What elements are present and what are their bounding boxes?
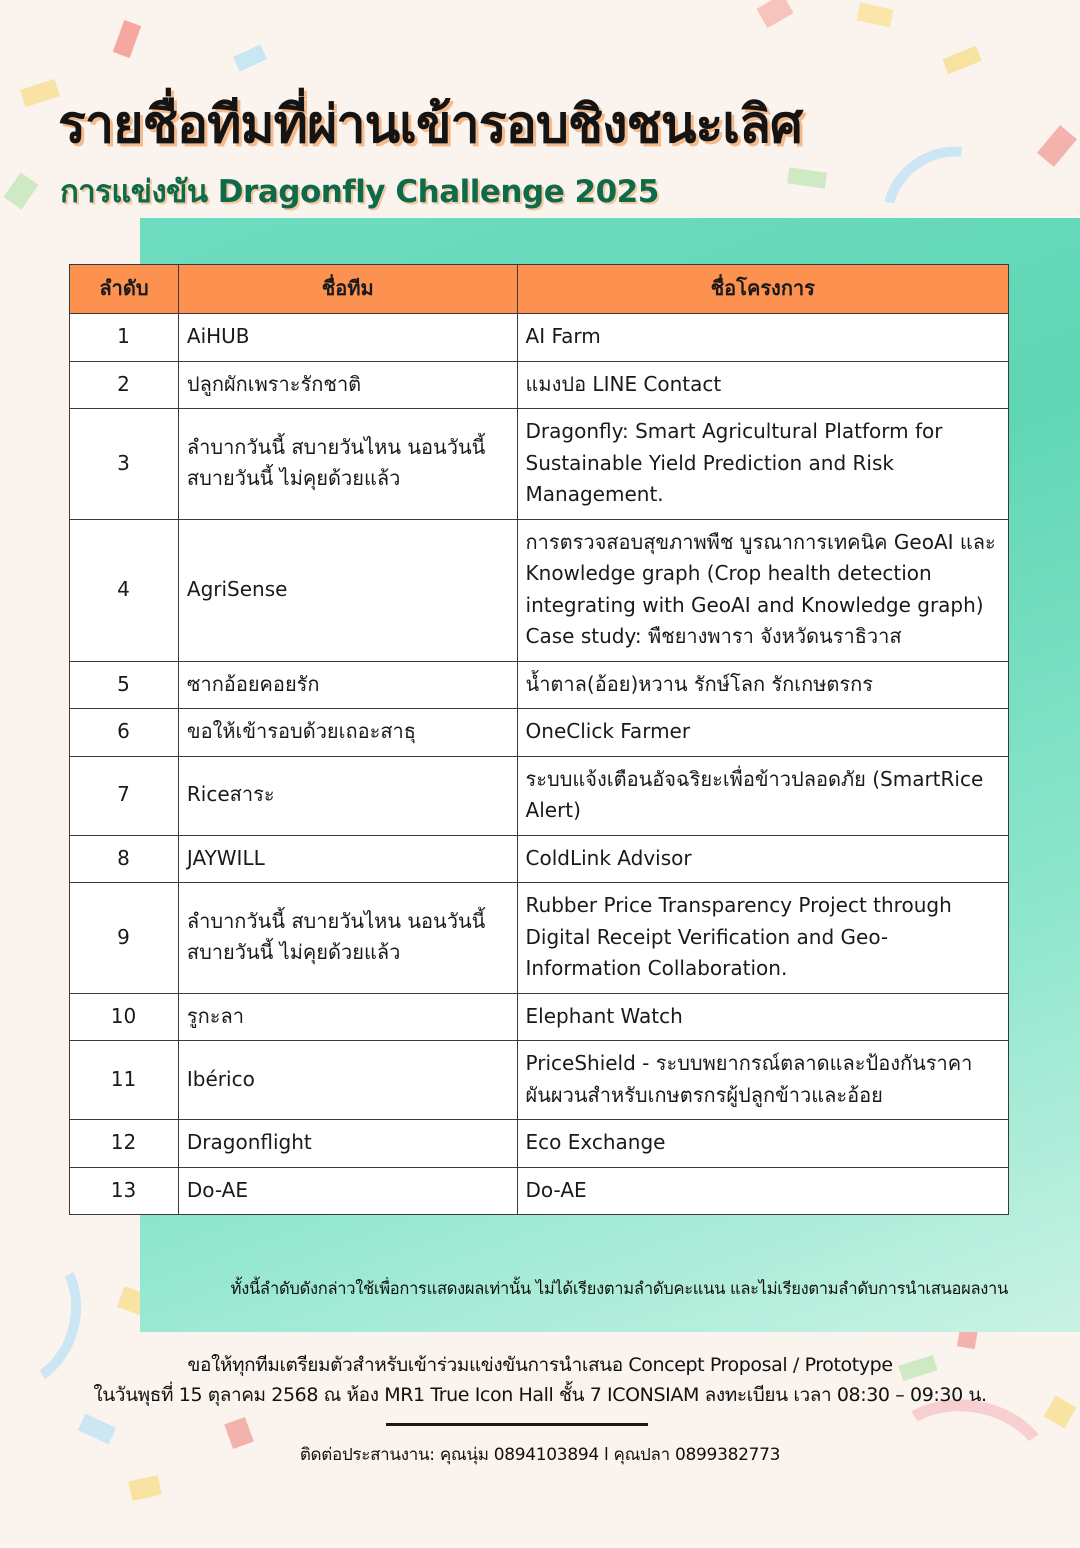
project-name-cell: Eco Exchange <box>517 1120 1008 1168</box>
page-title: รายชื่อทีมที่ผ่านเข้ารอบชิงชนะเลิศ <box>58 95 802 155</box>
project-name-cell: AI Farm <box>517 314 1008 362</box>
confetti-decoration <box>78 1414 116 1445</box>
project-name-cell: การตรวจสอบสุขภาพพืช บูรณาการเทคนิค GeoAI และ Knowledge graph (Crop health detection integrating with GeoAI and Knowledge graph) Case study: พืชยางพารา จังหวัดนราธิวาส <box>517 519 1008 661</box>
project-name-cell: แมงปอ LINE Contact <box>517 361 1008 409</box>
confetti-decoration <box>787 167 827 188</box>
table-row <box>70 314 1009 362</box>
column-header-project: ชื่อโครงการ <box>517 265 1008 314</box>
confetti-decoration <box>128 1475 162 1501</box>
confetti-decoration <box>113 20 142 58</box>
divider-line <box>386 1423 648 1426</box>
rank-cell: 9 <box>70 883 179 994</box>
table-row <box>70 661 1009 709</box>
team-name-cell: ซากอ้อยคอยรัก <box>178 661 517 709</box>
contact-info: ติดต่อประสานงาน: คุณนุ่ม 0894103894 l คุณปลา 0899382773 <box>299 1445 781 1465</box>
rank-cell: 1 <box>70 314 179 362</box>
rank-cell: 7 <box>70 756 179 835</box>
team-name-cell: Do-AE <box>178 1167 517 1215</box>
confetti-decoration <box>20 79 60 107</box>
project-name-cell: น้ำตาล(อ้อย)หวาน รักษ์โลก รักเกษตรกร <box>517 661 1008 709</box>
team-name-cell: ลำบากวันนี้ สบายวันไหน นอนวันนี้ สบายวันนี้ ไม่คุยด้วยแล้ว <box>178 883 517 994</box>
finalist-table <box>69 264 1009 1215</box>
confetti-decoration <box>942 46 981 74</box>
rank-cell: 4 <box>70 519 179 661</box>
table-row <box>70 883 1009 994</box>
table-header-row <box>70 265 1009 314</box>
column-header-team: ชื่อทีม <box>178 265 517 314</box>
page-subtitle: การแข่งขัน Dragonfly Challenge 2025 <box>60 174 659 210</box>
project-name-cell: Rubber Price Transparency Project through Digital Receipt Verification and Geo-Information Collaboration. <box>517 883 1008 994</box>
rank-cell: 8 <box>70 835 179 883</box>
team-name-cell: รูกะลา <box>178 993 517 1041</box>
project-name-cell: ระบบแจ้งเตือนอัจฉริยะเพื่อข้าวปลอดภัย (SmartRice Alert) <box>517 756 1008 835</box>
table-row <box>70 1167 1009 1215</box>
table-row <box>70 835 1009 883</box>
confetti-decoration <box>3 172 38 209</box>
project-name-cell: Dragonfly: Smart Agricultural Platform for Sustainable Yield Prediction and Risk Management. <box>517 409 1008 520</box>
rank-cell: 3 <box>70 409 179 520</box>
column-header-rank: ลำดับ <box>70 265 179 314</box>
rank-cell: 12 <box>70 1120 179 1168</box>
rank-cell: 11 <box>70 1041 179 1120</box>
project-name-cell: OneClick Farmer <box>517 709 1008 757</box>
table-row <box>70 756 1009 835</box>
table-row <box>70 361 1009 409</box>
team-name-cell: AiHUB <box>178 314 517 362</box>
confetti-decoration <box>757 0 794 28</box>
team-name-cell: Riceสาระ <box>178 756 517 835</box>
confetti-decoration <box>857 3 894 28</box>
project-name-cell: Elephant Watch <box>517 993 1008 1041</box>
invitation-line-2: ในวันพุธที่ 15 ตุลาคม 2568 ณ ห้อง MR1 True Icon Hall ชั้น 7 ICONSIAM ลงทะเบียน เวลา 08:30 – 09:30 น. <box>93 1384 987 1406</box>
rank-cell: 6 <box>70 709 179 757</box>
table-row <box>70 519 1009 661</box>
table-row <box>70 709 1009 757</box>
rank-cell: 13 <box>70 1167 179 1215</box>
invitation-line-1: ขอให้ทุกทีมเตรียมตัวสำหรับเข้าร่วมแข่งขันการนำเสนอ Concept Proposal / Prototype <box>187 1354 893 1376</box>
rank-cell: 2 <box>70 361 179 409</box>
team-name-cell: ลำบากวันนี้ สบายวันไหน นอนวันนี้ สบายวันนี้ ไม่คุยด้วยแล้ว <box>178 409 517 520</box>
team-name-cell: Dragonflight <box>178 1120 517 1168</box>
disclaimer-note: ทั้งนี้ลำดับดังกล่าวใช้เพื่อการแสดงผลเท่านั้น ไม่ได้เรียงตามลำดับคะแนน และไม่เรียงตามลำดับการนำเสนอผลงาน <box>230 1279 1008 1298</box>
team-name-cell: AgriSense <box>178 519 517 661</box>
confetti-decoration <box>233 44 267 71</box>
project-name-cell: PriceShield - ระบบพยากรณ์ตลาดและป้องกันราคาผันผวนสำหรับเกษตรกรผู้ปลูกข้าวและอ้อย <box>517 1041 1008 1120</box>
table-row <box>70 1041 1009 1120</box>
table-row <box>70 409 1009 520</box>
team-name-cell: JAYWILL <box>178 835 517 883</box>
table-row <box>70 1120 1009 1168</box>
project-name-cell: Do-AE <box>517 1167 1008 1215</box>
project-name-cell: ColdLink Advisor <box>517 835 1008 883</box>
rank-cell: 5 <box>70 661 179 709</box>
confetti-decoration <box>1037 125 1077 167</box>
table-row <box>70 993 1009 1041</box>
team-name-cell: ปลูกผักเพราะรักชาติ <box>178 361 517 409</box>
team-name-cell: ขอให้เข้ารอบด้วยเถอะสาธุ <box>178 709 517 757</box>
team-name-cell: Ibérico <box>178 1041 517 1120</box>
rank-cell: 10 <box>70 993 179 1041</box>
